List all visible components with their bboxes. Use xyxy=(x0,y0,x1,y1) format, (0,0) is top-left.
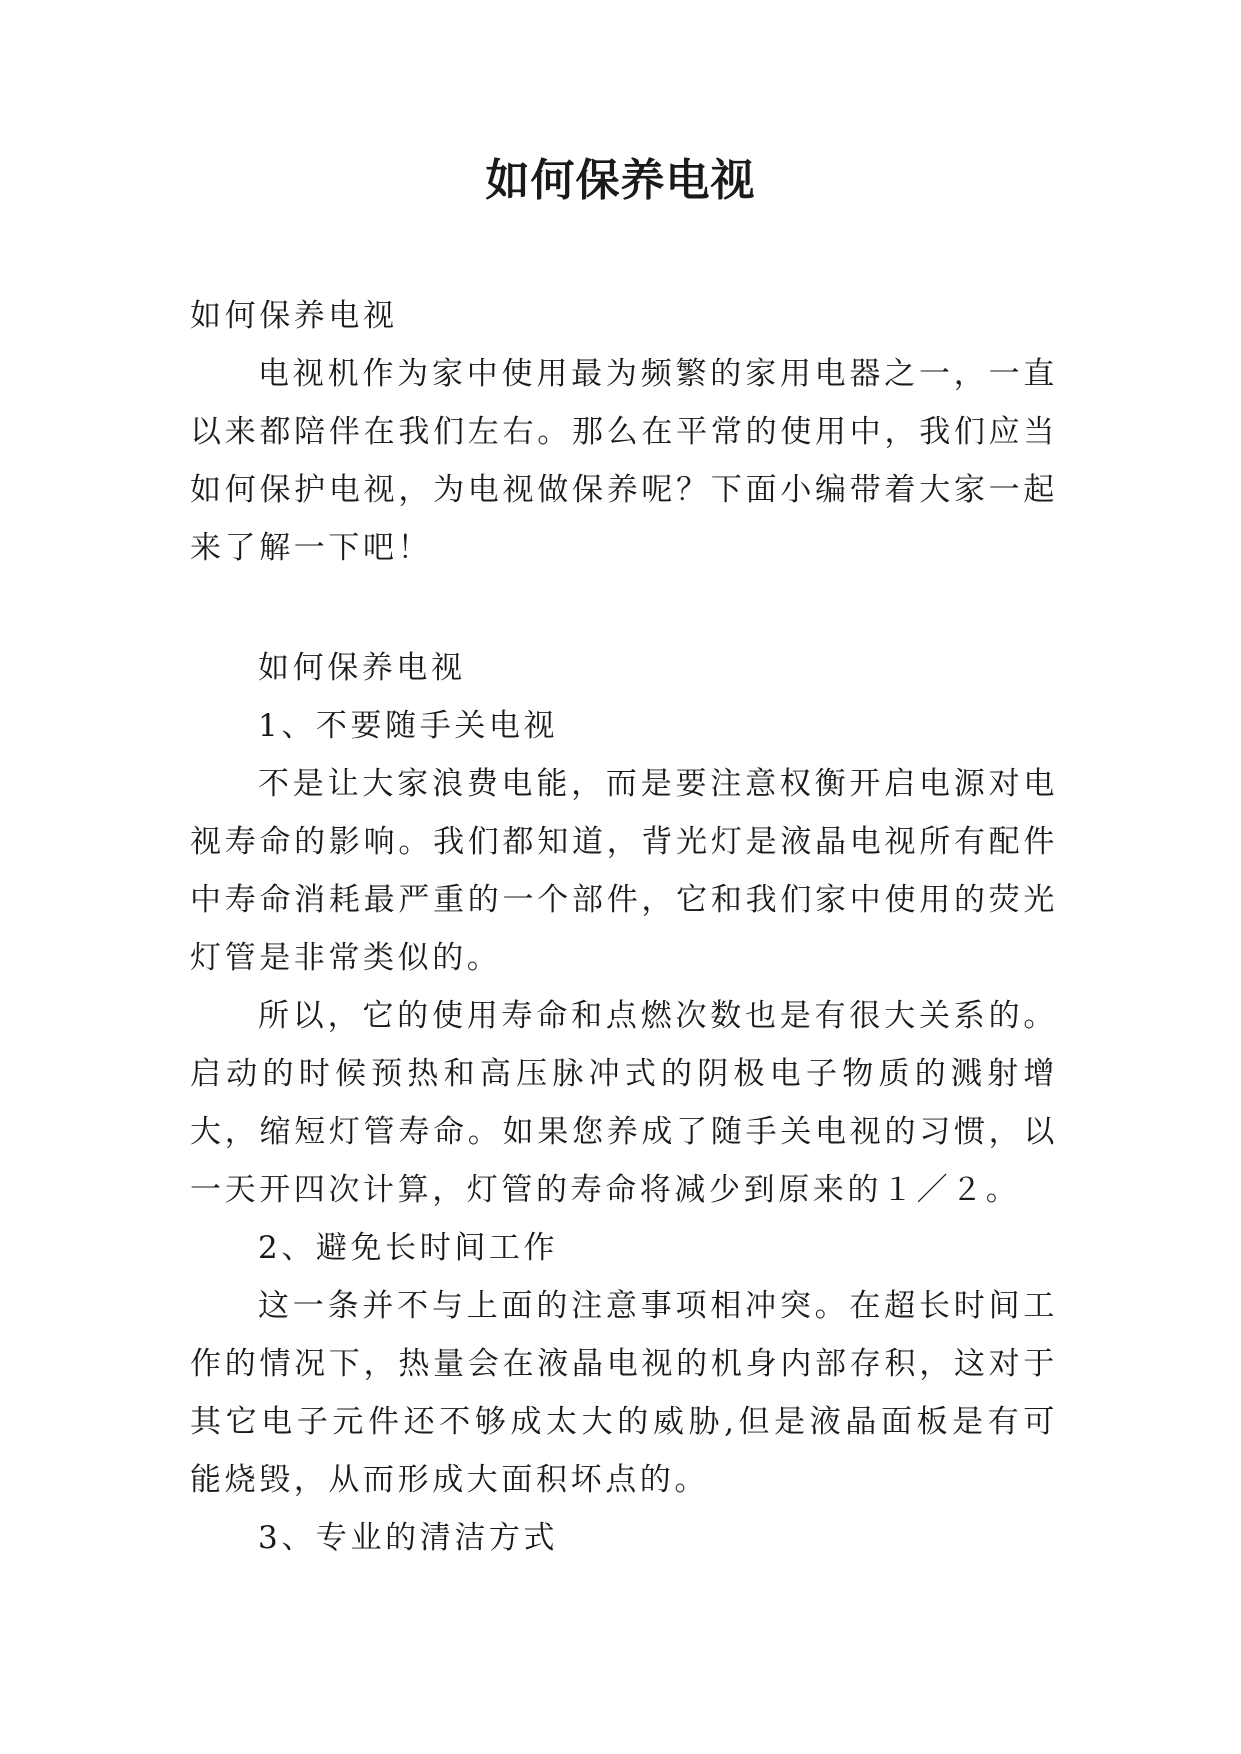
tip-2-heading: 2、避免长时间工作 xyxy=(258,1230,559,1266)
section-heading: 如何保养电视 xyxy=(258,650,466,686)
tip-1-paragraph-1: 不是让大家浪费电能，而是要注意权衡开启电源对电视寿命的影响。我们都知道，背光灯是液晶电视所有配件中寿命消耗最严重的一个部件，它和我们家中使用的荧光灯管是非常类似的。 xyxy=(190,766,1058,976)
page-title: 如何保养电视 xyxy=(485,155,756,206)
tip-2-paragraph: 这一条并不与上面的注意事项相冲突。在超长时间工作的情况下，热量会在液晶电视的机身内部存积，这对于其它电子元件还不够成太大的威胁,但是液晶面板是有可能烧毁，从而形成大面积坏点的。 xyxy=(190,1288,1058,1498)
intro-paragraph: 电视机作为家中使用最为频繁的家用电器之一，一直以来都陪伴在我们左右。那么在平常的使用中，我们应当如何保护电视，为电视做保养呢？下面小编带着大家一起来了解一下吧！ xyxy=(190,356,1058,566)
intro-heading: 如何保养电视 xyxy=(190,298,398,334)
tip-1-paragraph-2: 所以，它的使用寿命和点燃次数也是有很大关系的。启动的时候预热和高压脉冲式的阴极电子物质的溅射增大，缩短灯管寿命。如果您养成了随手关电视的习惯，以一天开四次计算，灯管的寿命将减少到原来的１／２。 xyxy=(190,998,1058,1208)
document-body xyxy=(190,287,1058,1567)
tip-1-heading: 1、不要随手关电视 xyxy=(258,708,559,744)
tip-3-heading: 3、专业的清洁方式 xyxy=(258,1520,559,1556)
